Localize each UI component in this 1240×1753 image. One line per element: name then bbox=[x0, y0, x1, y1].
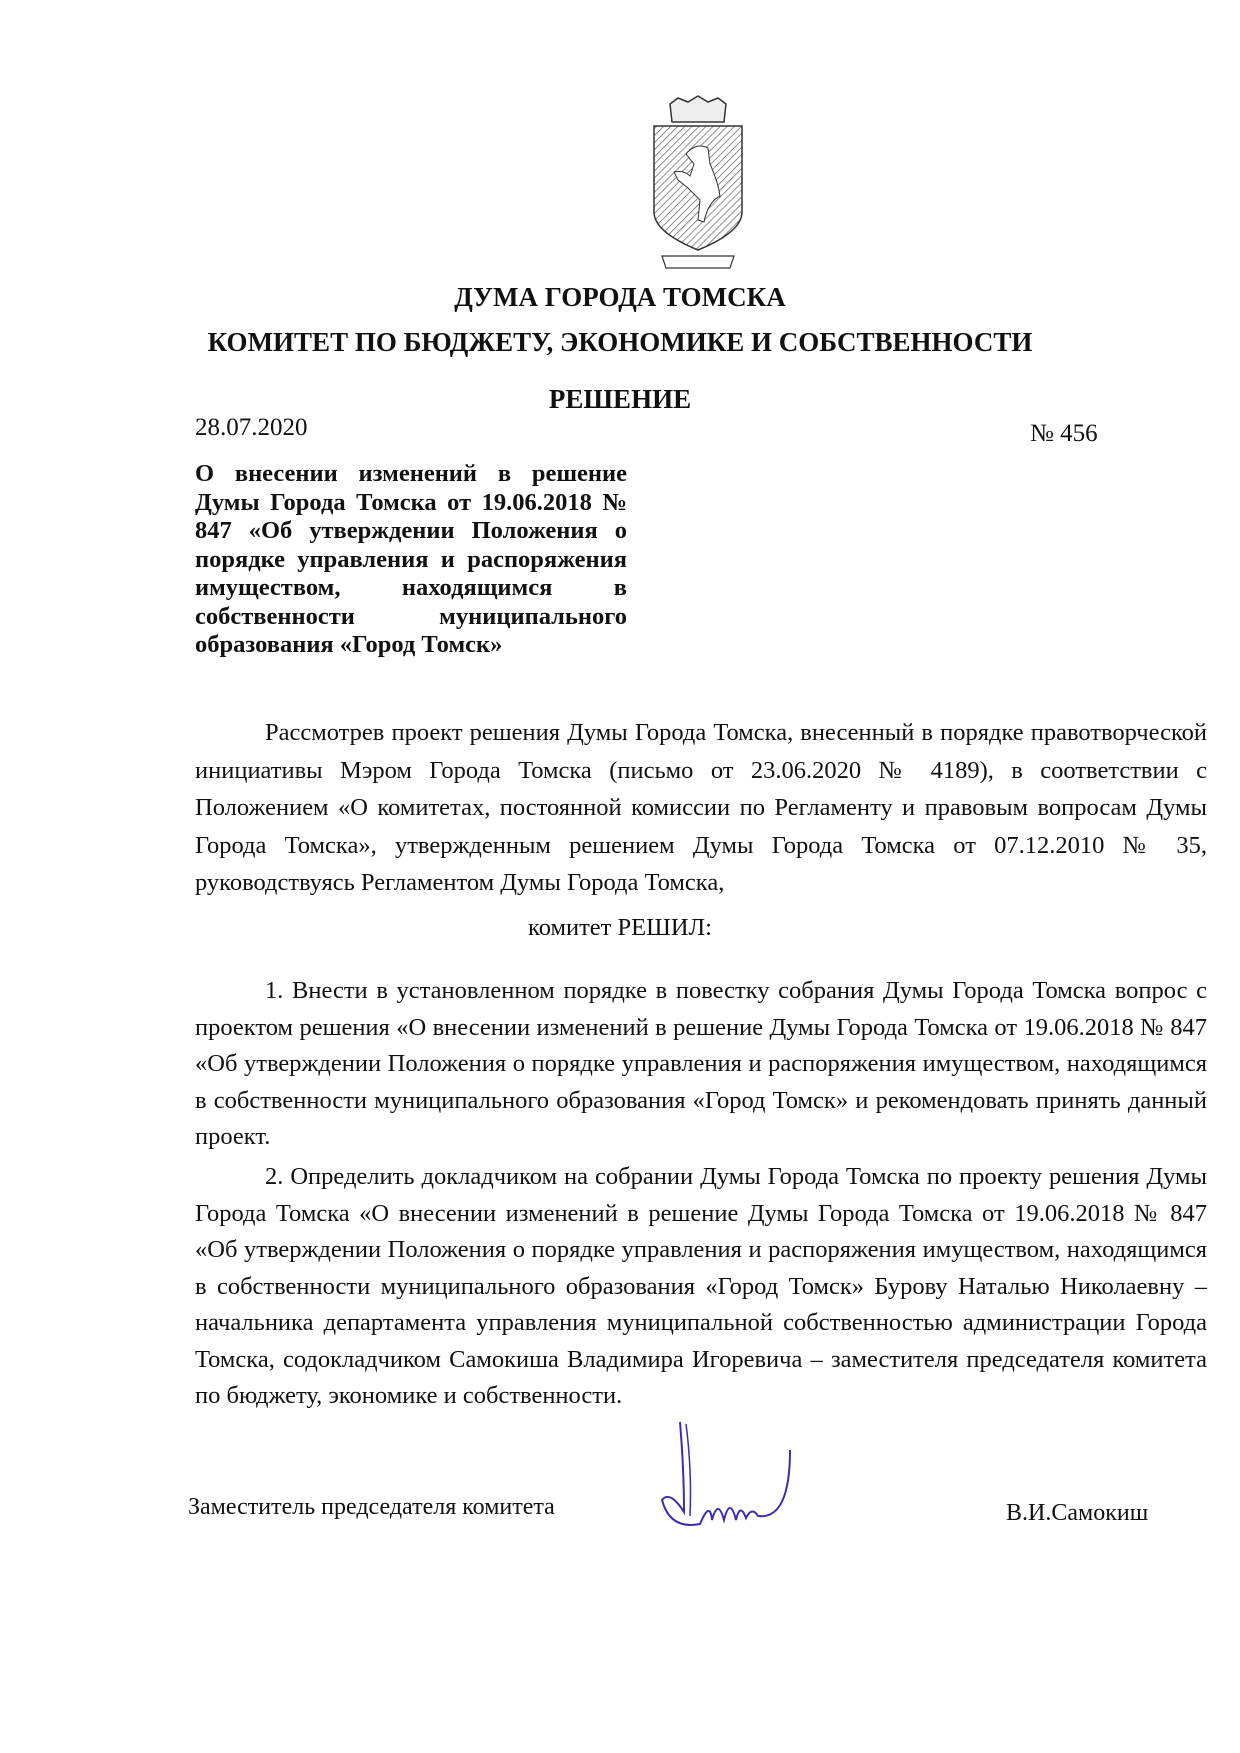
decided-line: комитет РЕШИЛ: bbox=[528, 914, 712, 941]
preamble-paragraph bbox=[195, 714, 1207, 902]
signatory-role: Заместитель председателя комитета bbox=[188, 1494, 555, 1520]
handwritten-signature bbox=[640, 1420, 820, 1540]
coat-of-arms-emblem bbox=[648, 92, 748, 272]
preamble-text: Рассмотрев проект решения Думы Города Томска, внесенный в порядке правотворческой инициативы Мэром Города Томска (письмо от 23.06.2020 № 4189), в соответствии с Положением «О комитетах, постоянной комиссии по Регламенту и правовым вопросам Думы Города Томска», утвержденным решением Думы Города Томска от 07.12.2010 № 35, руководствуясь Регламентом Думы Города Томска, bbox=[195, 719, 1207, 896]
doc-type-heading: РЕШЕНИЕ bbox=[548, 384, 692, 414]
signatory-name: В.И.Самокиш bbox=[1006, 1500, 1149, 1526]
decision-item bbox=[195, 1159, 1207, 1415]
decision-number: № 456 bbox=[1030, 420, 1098, 447]
decision-item-text: 2. Определить докладчиком на собрании Думы Города Томска по проекту решения Думы Города Томска «О внесении изменений в решение Думы Города Томска от 19.06.2018 № 847 «Об утверждении Положения о порядке управления и распоряжения имуществом, находящимся в собственности муниципального образования «Город Томск» Бурову Наталью Николаевну – начальника департамента управления муниципальной собственностью администрации Города Томска, содокладчиком Самокиша Владимира Игоревича – заместителя председателя комитета по бюджету, экономике и собственности. bbox=[195, 1163, 1207, 1409]
decision-date: 28.07.2020 bbox=[195, 414, 308, 441]
org-heading: ДУМА ГОРОДА ТОМСКА bbox=[454, 282, 786, 312]
decision-item bbox=[195, 973, 1207, 1156]
decision-title: О внесении изменений в решение Думы Города Томска от 19.06.2018 № 847 «Об утверждении Положения о порядке управления и распоряжения имуществом, находящимся в собственности муниципального образования «Город Томск» bbox=[195, 460, 627, 658]
committee-heading: КОМИТЕТ ПО БЮДЖЕТУ, ЭКОНОМИКЕ И СОБСТВЕННОСТИ bbox=[207, 327, 1033, 357]
decision-item-text: 1. Внести в установленном порядке в повестку собрания Думы Города Томска вопрос с проектом решения «О внесении изменений в решение Думы Города Томска от 19.06.2018 № 847 «Об утверждении Положения о порядке управления и распоряжения имуществом, находящимся в собственности муниципального образования «Город Томск» и рекомендовать принять данный проект. bbox=[195, 977, 1207, 1150]
